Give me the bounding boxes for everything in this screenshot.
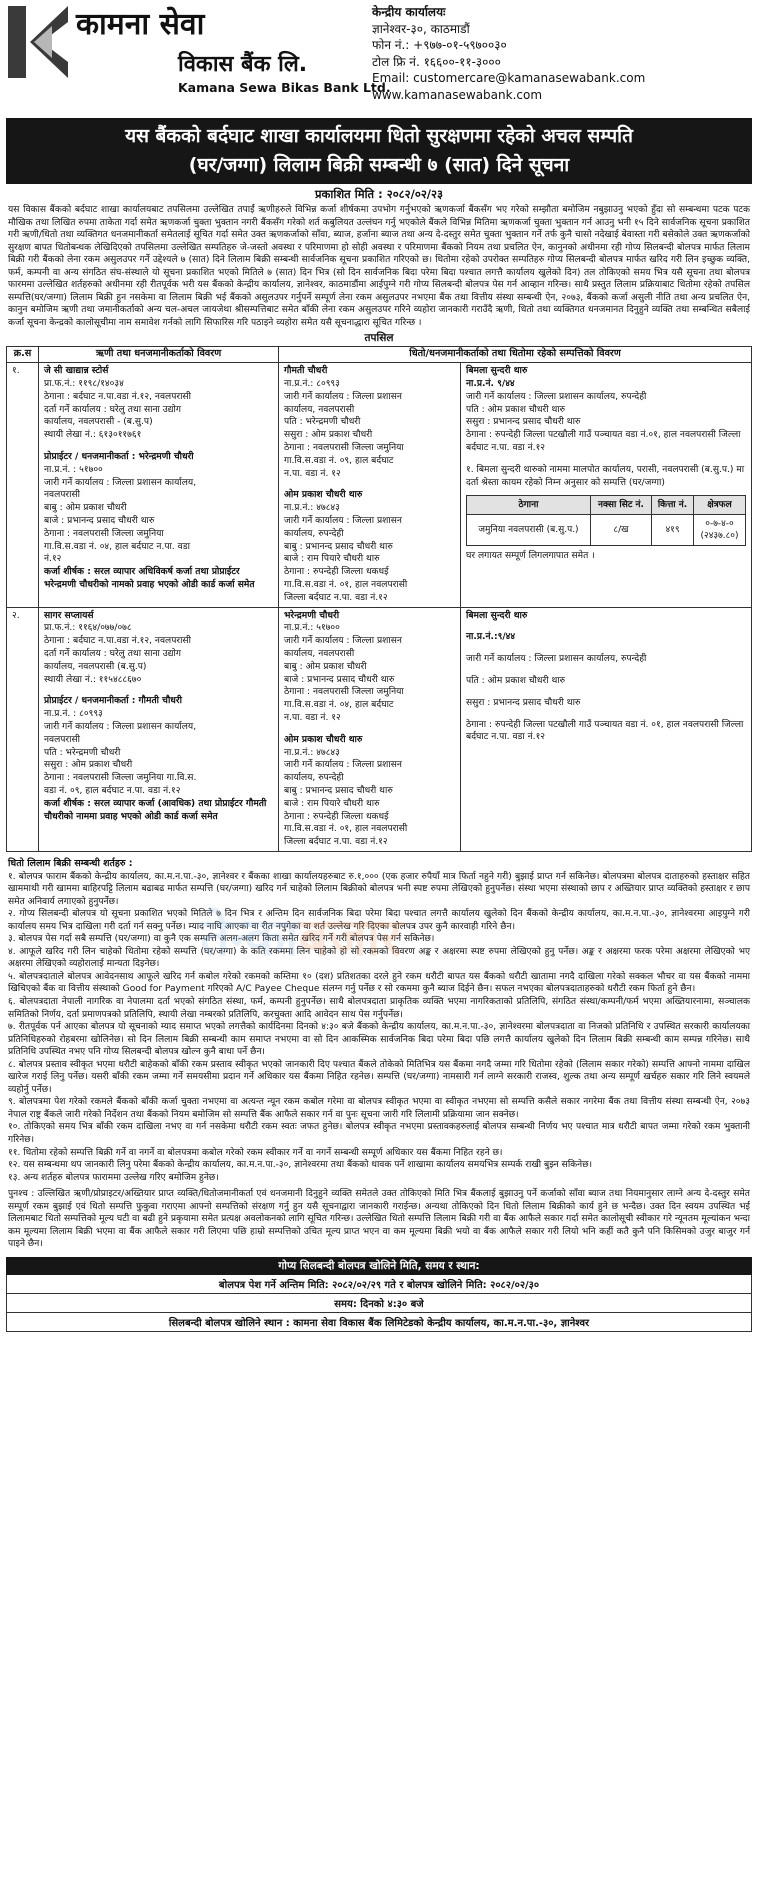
table-row bbox=[7, 363, 752, 607]
proprietor-citizenship: ना.प्र.नं. : ५१७०० bbox=[44, 464, 103, 475]
guarantor-issue-2: कार्यालय, नवलपरासी bbox=[284, 649, 355, 659]
owner-husband: पति : ओम प्रकाश चौधरी थारु bbox=[466, 404, 566, 415]
guarantor-cell bbox=[279, 607, 461, 851]
borrower-reg: दर्ता गर्ने कार्यालय : घरेलु तथा साना उद्योग bbox=[44, 649, 181, 659]
issue-office: जारी गर्ने कार्यालय : जिल्ला प्रशासन कार्यालय, bbox=[44, 477, 197, 488]
bank-header bbox=[0, 0, 758, 118]
proprietor: प्रोप्राईटर / धनजमानीकर्ता : गौमती चौधरी bbox=[44, 696, 182, 707]
list-item: ५. बोलपत्रदाताले बोलपत्र आवेदनसाथ आफूले खरिद गर्न कबोल गरेको रकमको कम्तिमा १० (दश) प्रतिशतका दरले हुने रकम धरौटी बापत यस बैंकको धरौटी खातामा नगदै दाखिला गरेको सक्कल भौचर वा यस बैंकको नाममा खिचिएको बैंक वा वित्तीय संस्थाको Good for Payment गरिएको A/C Payee Cheque संलग्न गर्नु पर्नेछ र सो रकममा कुनै ब्याज दिईने छैन। सफल नभएका बोलपत्रदाताहरुको धरौटी रकम फिर्ता हुने छैन। bbox=[8, 971, 750, 995]
father: बाबु : ओम प्रकाश चौधरी bbox=[44, 503, 127, 514]
bank-name-nepali: कामना सेवा bbox=[76, 7, 205, 42]
opening-heading: गोप्य सिलबन्दी बोलपत्र खोलिने मिति, समय र स्थान: bbox=[6, 1257, 752, 1275]
borrower-address: ठेगाना : बर्दघाट न.पा.वडा नं.१२, नवलपरासी bbox=[44, 636, 191, 647]
proprietor: प्रोप्राईटर / धनजमानीकर्ता : भरेन्द्रमणी चौधरी bbox=[44, 452, 194, 463]
guarantor-issue-2: कार्यालय, रुपन्देही bbox=[284, 528, 344, 539]
guarantor-issue: जारी गर्ने कार्यालय : जिल्ला प्रशासन bbox=[284, 636, 402, 647]
property-footnote: घर लगायत सम्पूर्ण लिगलगापात समेत । bbox=[466, 551, 595, 562]
row-sn: १. bbox=[7, 363, 39, 607]
owner-cell bbox=[461, 363, 752, 607]
list-item: ३. बोलपत्र पेस गर्दा सबै सम्पत्ति (घर/जग्गा) वा कुनै एक सम्पत्ति अलग-अलग किता समेत खरिद गर्ने गरी बोलपत्र पेस गर्न सकिनेछ। bbox=[8, 934, 435, 945]
owner-address: ठेगाना : रुपन्देही जिल्ला पटखौली गाउँ पञ्चायत वडा नं. ०१, हाल नवलपरासी जिल्ला बर्दघाट न.पा. वडा नं.१२ bbox=[466, 719, 744, 743]
guarantor-name: ओम प्रकाश चौधरी थारु bbox=[284, 734, 363, 745]
guarantor-address-3: जिल्ला बर्दघाट न.पा. वडा नं.१२ bbox=[284, 837, 388, 848]
husband: पति : भरेन्द्रमणी चौधरी bbox=[44, 747, 121, 758]
list-item: ४. आफूले खरिद गरी लिन चाहेको धितोमा रहेको सम्पत्ति (घर/जग्गा) के कति रकममा लिन चाहेको हो सो रकमको विवरण अङ्क र अक्षरमा स्पष्ट रुपमा लेखिएको हुनु पर्नेछ। अङ्क र अक्षरमा फरक परेमा अक्षरमा लेखिएको भए अक्षरमा लेखिएको व्यहोरालाई मान्यता दिइनेछ। bbox=[8, 946, 750, 970]
land-col-area: क्षेत्रफल bbox=[694, 496, 746, 515]
terms-section bbox=[8, 858, 750, 1251]
borrower-name: जे सी खाद्यान्न स्टोर्स bbox=[44, 366, 109, 377]
watermark-part-1: तेन्का bbox=[200, 908, 299, 968]
title-line-1: यस बैंकको बर्दघाट शाखा कार्यालयमा धितो सुरक्षणमा रहेको अचल सम्पति bbox=[125, 125, 633, 147]
guarantor-address-3: न.पा. वडा नं. १२ bbox=[284, 468, 341, 479]
borrower-account: स्थायी लेखा नं.: ६१३०११७६१ bbox=[44, 430, 142, 441]
owner-father-in-law: ससुरा : प्रभानन्द प्रसाद चौधरी थारु bbox=[466, 697, 581, 708]
guarantor-address-2: गा.वि.स.वडा नं. ०१, हाल नवलपरासी bbox=[284, 824, 408, 835]
guarantor-address-3: जिल्ला बर्दघाट न.पा. वडा नं.१२ bbox=[284, 592, 388, 603]
guarantor-address: ठेगाना : नवलपरासी जिल्ला जमुनिया bbox=[284, 687, 404, 698]
borrower-reg-2: कार्यालय, नवलपरासी (ब.सु.प) bbox=[44, 661, 147, 672]
grandfather: बाजे : प्रभानन्द प्रसाद चौधरी थारु bbox=[44, 516, 155, 527]
land-kitta: ४१९ bbox=[652, 515, 694, 546]
opening-dates: बोलपत्र पेश गर्ने अन्तिम मिति: २०८२/०२/२९ गते र बोलपत्र खोलिने मिति: २०८२/०२/३० bbox=[6, 1275, 752, 1294]
terms-list bbox=[8, 871, 750, 1185]
table-header-row bbox=[7, 347, 752, 363]
guarantor-grandfather: बाजे : प्रभानन्द प्रसाद चौधरी थारु bbox=[284, 674, 395, 685]
table-row bbox=[7, 607, 752, 851]
list-item: १३. अन्य शर्तहरु बोलपत्र फाराममा उल्लेख गरिए बमोजिम हुनेछ। bbox=[8, 1172, 219, 1183]
address: ठेगाना : नवलपरासी जिल्ला जमुनिया bbox=[44, 528, 164, 539]
borrower-reg-2: कार्यालय, नवलपरासी - (ब.सु.प) bbox=[44, 417, 153, 428]
address-2: वडा नं. ०९, हाल बर्दघाट न.पा. वडा नं.१२ bbox=[44, 785, 181, 796]
col-sn: क्र.स bbox=[7, 347, 39, 363]
publish-date: प्रकाशित मिति : २०८२/०२/२३ bbox=[315, 187, 443, 201]
guarantor-father: बाबु : प्रभानन्द प्रसाद चौधरी थारु bbox=[284, 541, 393, 552]
proprietor-citizenship: ना.प्र.नं. : ८०९९३ bbox=[44, 709, 103, 720]
owner-issue: जारी गर्ने कार्यालय : जिल्ला प्रशासन कार्यालय, रुपन्देही bbox=[466, 654, 647, 665]
guarantor-father-in-law: ससुरा : ओम प्रकाश चौधरी bbox=[284, 430, 373, 441]
contact-block bbox=[372, 4, 645, 103]
phone: फोन नं.: +९७७-०१-५९७००३० bbox=[372, 38, 507, 52]
list-item: १२. यस सम्बन्धमा थप जानकारी लिनु परेमा बैंकको केन्द्रीय कार्यालय, का.म.न.पा.-३०, ज्ञानेश्वरमा तथा बैंकको धावक पर्ने शाखामा कार्यालय समयभित्र सम्पर्क राखी बुझ्न सकिनेछ। bbox=[8, 1160, 593, 1171]
list-item: ९. बोलपत्रमा पेश गरेको रकमले बैंकको बाँकी कर्जा चुक्ता नभएमा वा अत्यन्त न्यून रकम कबोल गरेमा वा बोलपत्र स्वीकृत भएमा वा स्वीकृत नभएमा सो सम्पत्ति कसैले सकार नगरेमा बैंक तथा वित्तीय संस्था सम्बन्धी ऐन, २०७३ नेपाल राष्ट्र बैंकले जारी गरेको निर्देशन तथा बैंकको नियम बमोजिम सो सम्पत्ति बैंक आफैले सकार गर्न वा पुनः सूचना जारी गरि लिलामी प्रक्रियामा जान सक्नेछ। bbox=[8, 1097, 750, 1120]
guarantor-citizenship: ना.प्र.नं.: ८०९९३ bbox=[284, 379, 340, 390]
guarantor-issue-2: कार्यालय, रुपन्देही bbox=[284, 773, 344, 784]
guarantor-address: ठेगाना : रुपन्देही जिल्ला धकधई bbox=[284, 567, 389, 578]
borrower-account: स्थायी लेखा नं.: ११५४८८६७० bbox=[44, 674, 142, 685]
land-col-sheet: नक्सा सिट नं. bbox=[590, 496, 651, 515]
owner-citizenship: ना.प्र.नं. ९/४४ bbox=[466, 379, 515, 390]
guarantor-father: बाबु : प्रभानन्द प्रसाद चौधरी थारु bbox=[284, 785, 393, 796]
guarantor-address-2: गा.वि.स.वडा नं. ०४, हाल बर्दघाट bbox=[284, 700, 394, 711]
col-borrower: ऋणी तथा धनजमानीकर्ताको विवरण bbox=[39, 347, 279, 363]
guarantor-father: बाबु : ओम प्रकाश चौधरी bbox=[284, 661, 367, 672]
watermark-part-2: बजार bbox=[298, 908, 402, 968]
opening-details bbox=[6, 1257, 752, 1332]
opening-place: सिलबन्दी बोलपत्र खोलिने स्थान : कामना सेवा विकास बैंक लिमिटेडको केन्द्रीय कार्यालय, का.म.न.पा.-३०, ज्ञानेश्वर bbox=[6, 1313, 752, 1332]
guarantor-citizenship: ना.प्र.नं.: ५१७०० bbox=[284, 623, 340, 634]
land-col-kitta: कित्ता नं. bbox=[652, 496, 694, 515]
owner-husband: पति : ओम प्रकाश चौधरी थारु bbox=[466, 676, 566, 686]
email[interactable]: Email: customercare@kamanasewabank.com bbox=[372, 71, 646, 85]
borrower-name: सागर सप्लायर्स bbox=[44, 610, 94, 621]
borrower-cell bbox=[39, 607, 279, 851]
owner-issue: जारी गर्ने कार्यालय : जिल्ला प्रशासन कार्यालय, रुपन्देही bbox=[466, 391, 647, 402]
guarantor-issue-2: कार्यालय, नवलपरासी bbox=[284, 404, 355, 415]
owner-name: बिमला सुन्दरी थारु bbox=[466, 610, 528, 621]
guarantor-grandfather: बाजे : राम पियारे चौधरी थारु bbox=[284, 798, 380, 809]
guarantor-address: ठेगाना : नवलपरासी जिल्ला जमुनिया bbox=[284, 443, 404, 454]
guarantor-issue: जारी गर्ने कार्यालय : जिल्ला प्रशासन bbox=[284, 760, 402, 771]
postscript-note: पुनश्च : उल्लिखित ऋणी/प्रोप्राइटर/अख्तियार प्राप्त व्यक्ति/धितोजमानीकर्ता एवं धनजमानी दिनुहुने व्यक्ति समेतले उक्त तोकिएको मिति भित्र बैंकलाई बुझाउनु पर्ने कर्जाको साँवा ब्याज तथा नियमानुसार लाग्ने अन्य दे-दस्तुर समेत सम्पूर्ण रकम बुझाई एवं धितो सम्पत्ति फुकुवा गराएमा आफ्नो सम्पत्तिको संरक्षण गर्नु हुन यसै सूचनाद्वारा जानकारी गराईन्छ। अन्यथा तोकिएको दिन धितो लिलाम बिक्रीको कार्य हुने छ भन्दैछ। उक्त दिन स्वयम उपस्थित भई लिलामबाट धितो सम्पत्तिको मूल्य घटी वा बढी हुने प्रकृयामा समेत प्रत्यक्ष अवलोकनको लागि सूचित गरिन्छ। उल्लेखित धितो सम्पत्ति लिलाम बिक्री गरी वा बैंक आफैले सकार गर्दा समेत कालोसूची स्वीकार गरे न्यूनतम मूल्यांकन भन्दा कम मूल्यमा लिलाम बिक्री भएमा वा बैंक आफैले सकार गरी लिएमा पछि हाम्रो सम्पत्तिको उचित मूल्य प्राप्त भएन वा कम मूल्यमा बिक्री भयो वा बैंक आफैले सकार गरी लियो भनि कहीं कतै कुनै पनि किसिमको उजुर बाजुर गर्न पाइने छैन। bbox=[8, 1189, 750, 1250]
owner-father-in-law: ससुरा : प्रभानन्द प्रसाद चौधरी थारु bbox=[466, 417, 581, 428]
notice-title bbox=[6, 118, 752, 184]
website[interactable]: www.kamanasewabank.com bbox=[372, 87, 543, 102]
guarantor-name: गौमती चौधरी bbox=[284, 366, 328, 377]
toll-free: टोल फ्रि नं. १६६००-११-३००० bbox=[372, 54, 501, 69]
list-item: १. बोलपत्र फाराम बैंकको केन्द्रीय कार्यालय, का.म.न.पा.-३०, ज्ञानेश्वर र बैंकका शाखा कार्यालयहरुबाट रु.१,००० (एक हजार रुपैयाँ मात्र फिर्ता नहुने गरी) बुझाई प्राप्त गर्न सकिनेछ। बोलपत्रमा बोलपत्र दाताहरुको हस्ताक्षर सहित खाममाथी गरी खाममा बाहिरपट्टि लिलाम बढाबढ मार्फत सम्पत्ति (घर/जग्गा) खरिद गर्न चाहेको लिलाम बिक्रीको बोलपत्र भनी स्पष्ट रुपमा लेखिएको हुनुपर्नेछ। संस्था भएमा संस्थाको छाप र अख्तियार प्राप्त व्यक्तिको हस्ताक्षर र छाप समेत अनिवार्य लगाएको हुनुपर्नेछ। bbox=[8, 871, 750, 907]
guarantor-grandfather: बाजे : राम पियारे चौधरी थारु bbox=[284, 554, 380, 565]
land-sheet: ८/ख bbox=[590, 515, 651, 546]
address-3: नं.१२ bbox=[44, 554, 62, 565]
borrower-pan: प्रा.फ.नं.: ११९८/१४०३४ bbox=[44, 379, 124, 390]
guarantor-cell bbox=[279, 363, 461, 607]
guarantor-name: भरेन्द्रमणी चौधरी bbox=[284, 610, 340, 621]
guarantor-husband: पति : भरेन्द्रमणी चौधरी bbox=[284, 417, 361, 428]
bank-name-english: Kamana Sewa Bikas Bank Ltd. bbox=[178, 80, 391, 95]
guarantor-name: ओम प्रकाश चौधरी थारु bbox=[284, 490, 363, 501]
address-2: गा.वि.स.वडा नं. ०४, हाल बर्दघाट न.पा. वडा bbox=[44, 541, 190, 552]
father-in-law: ससुरा : ओम प्रकाश चौधरी bbox=[44, 760, 133, 771]
land-area bbox=[694, 515, 746, 546]
guarantor-issue: जारी गर्ने कार्यालय : जिल्ला प्रशासन bbox=[284, 516, 402, 527]
list-item: ६. बोलपत्रदाता नेपाली नागरिक वा नेपालमा दर्ता भएको संगठित संस्था, फर्म, कम्पनी हुनुपर्नेछ। साथै बोलपत्रदाता प्राकृतिक व्यक्ति भएमा नागरिकताको प्रतिलिपि, संगठित संस्था/कम्पनी/फर्म भएमा अख्तियारनामा, सञ्चालक समितिको निर्णय, दर्ता प्रमाणपत्रको प्रतिलिपि, स्थायी लेखा नम्बरको प्रतिलिपि, करचुक्ता आदि आवेदन साथ पेस गर्नुपर्नेछ। bbox=[8, 996, 750, 1020]
owner-cell bbox=[461, 607, 752, 851]
schedule-table bbox=[6, 346, 752, 851]
list-item: १०. तोकिएको समय भित्र बाँकी रकम दाखिला नभए वा गर्न नसकेमा धरौटी रकम स्वतः जफत हुनेछ। बोलपत्र स्वीकृत नभएमा प्रस्तावकहरुलाई बोलपत्र सम्बन्धी निर्णय भए पश्चात मात्र धरौटी बापत जम्मा गरेको रकम भुक्तानी गरिनेछ। bbox=[8, 1122, 750, 1145]
land-area-sqm: (२४३७.८०) bbox=[700, 531, 739, 542]
owner-address: ठेगाना : रुपन्देही जिल्ला पटखौली गाउँ पञ्चायत वडा नं.०१, हाल नवलपरासी जिल्ला बर्दघाट न.पा. वडा नं.१२ bbox=[466, 430, 741, 454]
list-item: २. गोप्य सिलबन्दी बोलपत्र यो सूचना प्रकाशित भएको मितिले ७ दिन भित्र र अन्तिम दिन सार्वजनिक बिदा परेमा बिदा पश्चात लगत्तै कार्यालय खुलेको दिन बैंकको केन्द्रीय कार्यालय, का.म.न.पा.-३०, ज्ञानेश्वरमा आइपुग्ने गरी कार्यालय समय भित्र दाखिला गरी दर्ता गर्न सक्नु पर्नेछ। म्याद नाघि आएका वा रीत नपुगेका वा शर्त उल्लेख गरि दिएका बोलपत्र उपर कुनै कारवाही गरिने छैन। bbox=[8, 909, 750, 932]
bank-logo-icon bbox=[8, 6, 68, 78]
opening-time: समय: दिनको ४:३० बजे bbox=[6, 1294, 752, 1313]
issue-office-2: नवलपरासी bbox=[44, 490, 81, 501]
list-item: ११. धितोमा रहेको सम्पत्ति बिक्री गर्ने वा नगर्ने वा बोलपत्रमा कबोल गरेको रकम स्वीकार गर्ने वा नगर्ने सम्बन्धी सम्पूर्ण अधिकार यस बैंकमा निहित रहने छ। bbox=[8, 1147, 503, 1158]
guarantor-citizenship: ना.प्र.नं.: ४७८४३ bbox=[284, 503, 340, 514]
land-col-address: ठेगाना bbox=[467, 496, 591, 515]
land-table bbox=[466, 495, 746, 546]
owner-citizenship: ना.प्र.नं.:९/४४ bbox=[466, 632, 516, 643]
land-area-ropani: ०-७-४-० bbox=[705, 519, 734, 530]
bank-name-nepali-line2: विकास बैंक लि. bbox=[178, 52, 308, 77]
borrower-address: ठेगाना : बर्दघाट न.पा.वडा नं.१२, नवलपरासी bbox=[44, 391, 191, 402]
list-item: ८. बोलपत्र प्रस्ताव स्वीकृत भएमा धरौटी बाहेकको बाँकी रकम प्रस्ताव स्वीकृत भएको जानकारी दिए पश्चात बैंकले तोकेको मितिभित्र यस बैंकमा नगदै जम्मा गरि धितोमा रहेको (लिलाम सकार गरेको) सम्पत्ति आफ्नो नाममा दाखिल खारेज गराई लिनु पर्नेछ। यसरी बाँकी रकम जम्मा गर्ने समयसीमा प्रदान गर्ने अधिकार यस बैंकमा निहित रहनेछ। सम्पत्ति (घर/जग्गा) नामसारी गर्न लाग्ने सरकारी राजस्व, शुल्क तथा अन्य सम्पूर्ण खर्चहरु सकार गरि लिने स्वयमले व्यहोर्नु पर्नेछ। bbox=[8, 1059, 750, 1095]
address: ठेगाना : नवलपरासी जिल्ला जमुनिया गा.वि.स. bbox=[44, 773, 197, 784]
guarantor-address-2: गा.वि.स.वडा नं. ०१, हाल नवलपरासी bbox=[284, 580, 408, 591]
owner-name: बिमला सुन्दरी थारु bbox=[466, 366, 528, 377]
loan-title: कर्जा शीर्षक : सरल व्यापार कर्जा (आवधिक) तथा प्रोप्राईटर गौमती चौधरीको नाममा प्रवाह भएको ओडी कार्ड कर्जा समेत bbox=[44, 798, 267, 822]
terms-heading: धितो लिलाम बिक्री सम्बन्धी शर्तहरु : bbox=[8, 857, 133, 869]
guarantor-citizenship: ना.प्र.नं.: ४७८४३ bbox=[284, 747, 340, 758]
guarantor-address: ठेगाना : रुपन्देही जिल्ला धकधई bbox=[284, 811, 389, 822]
guarantor-issue: जारी गर्ने कार्यालय : जिल्ला प्रशासन bbox=[284, 391, 402, 402]
title-line-2: (घर/जग्गा) लिलाम बिक्री सम्बन्धी ७ (सात) दिने सूचना bbox=[188, 154, 570, 176]
borrower-pan: प्रा.फ.नं.: ११६४/०७७/०७८ bbox=[44, 623, 132, 634]
issue-office-2: नवलपरासी bbox=[44, 734, 81, 745]
guarantor-address-2: गा.वि.स.वडा नं. ०९, हाल बर्दघाट bbox=[284, 455, 394, 466]
borrower-reg: दर्ता गर्ने कार्यालय : घरेलु तथा साना उद्योग bbox=[44, 404, 181, 415]
schedule-heading: तपसिल bbox=[364, 332, 394, 345]
guarantor-address-3: न.पा. वडा नं. १२ bbox=[284, 712, 341, 723]
row-sn: २. bbox=[7, 607, 39, 851]
issue-office: जारी गर्ने कार्यालय : जिल्ला प्रशासन कार्यालय, bbox=[44, 721, 197, 732]
borrower-cell bbox=[39, 363, 279, 607]
property-note: १. बिमला सुन्दरी थारुको नाममा मालपोत कार्यालय, परासी, नवलपरासी (ब.सु.प.) मा दर्ता श्रेस्ता कायम रहेको निम्न अनुसार को सम्पत्ति (घर/जग्गा) bbox=[466, 464, 745, 488]
loan-title: कर्जा शीर्षक : सरल व्यापार अधिविकर्ष कर्जा तथा प्रोप्राईटर भरेन्द्रमणी चौधरीको नामको प्रवाह भएको ओडी कार्ड कर्जा समेत bbox=[44, 567, 255, 591]
list-item: ७. रीतपूर्वक पर्न आएका बोलपत्र यो सूचनाको म्याद समाप्त भएको लगत्तैको कार्यदिनमा दिनको ४:३० बजे बैंकको केन्द्रीय कार्यालय, का.म.न.पा.-३०, ज्ञानेश्वरमा बोलपत्रदाता वा निजको प्रतिनिधि र उपस्थित सरकारी कार्यालयका प्रतिनिधिहरुको रोहबरमा खोलिनेछ। सो दिन लिलाम बिक्री सम्बन्धी काम समाप्त नभएमा वा सो दिन आकस्मिक सार्वजनिक बिदा परेमा बिदा पछि लगत्तै कार्यालय खुलेको दिन लिलाम बिक्री सम्बन्धी काम सम्पन्न गरिनेछ। साथै प्रतिनिधि उपस्थित नभए पनि गोप्य सिलबन्दी बोलपत्र खोल्न कुनै बाधा पर्ने छैन। bbox=[8, 1022, 750, 1058]
intro-paragraph: यस विकास बैंकको बर्दघाट शाखा कार्यालयबाट तपसिलमा उल्लेखित तपाईं ऋणीहरुले विभिन्न कर्जा शीर्षकमा उपभोग गर्नुभएको ऋणकर्जा बैंकसँग भए गरेको सम्झौता बमोजिम नबुझाउनु भएको हुँदा सो सम्बन्धमा पटक पटक मौखिक तथा लिखित रुपमा ताकेता गर्दा समेत ऋणकर्जा चुक्ता भुक्तान नगरी बैंकसँग गरेको शर्त कबुलियत उल्लंघन गर्नु भएकोले बैंकले विभिन्न मितिमा ऋणकर्जा चुक्ता भुक्तान गर्न आउनु भनी १५ दिने सार्वजनिक सूचना प्रकाशित गरी ऋणी/धितो तथा व्यक्तिगत धनजमानीकर्ता समेतलाई सूचित गर्दा समेत उक्त ऋणकर्जाको साँवा, ब्याज, हर्जाना ब्याज तथा अन्य दे-दस्तुर समेत चुक्ता भुक्तान गर्ने तर्फ कुनै चासो नदेखाई बेवास्ता गरी बसेकोले उक्त ऋणकर्जाको सुरक्षण बापत धितोबन्धक लेखिदिएको तपसिलमा उल्लेखित सम्पतिहरु जे-जस्तो अवस्था र परिमाणमा हो सोही अवस्था र परिमाणमा बैंकको नियम तथा प्रचलित ऐन, कानुनको अधीनमा रही गोप्य सिलबन्दी बोलपत्र मार्फत लिलाम बिक्री गरी बैंकको लेना रकम असुलउपर गर्ने उद्देश्यले ७ (सात) दिने लिलाम बिक्री सम्बन्धी सार्वजनिक सूचना प्रकाशित गरिएको छ। धितोमा रहेको उपरोक्त सम्पतिहरु गोप्य सिलबन्दी बोलपत्र मार्फत खरिद गरी लिन इच्छुक व्यक्ति, फर्म, कम्पनी वा अन्य संगठित संघ-संस्थाले यो सूचना प्रकाशित भएको मितिले ७ (सात) दिन भित्र (सो दिन सार्वजनिक बिदा परेमा बिदा पश्चात लगत्तै कार्यालय खुलेको दिन) तल तोकिएको समय भित्र यसै सूचना तथा बोलपत्र फारममा उल्लेखित शर्तहरुको अधीनमा रही रीतपूर्वक भरी यस बैंकको केन्द्रीय कार्यालय, ज्ञानेश्वर, काठमाडौंमा आईपुग्ने गरी गोप्य सिलबन्दी बोलपत्र पेस गर्न आव्हान गरिन्छ। साथै प्रस्तुत लिलाम प्रक्रियाबाट धितोमा रहेको तपसिल सम्पत्ति(घर/जग्गा) लिलाम बिक्री हुन नसकेमा वा लिलाम बिक्री भई बैंकको असुलउपर गर्नुपर्ने सम्पूर्ण लेना रकम असुलउपर नभएमा बैंक तथा वित्तीय संस्था सम्बन्धी ऐन, २०७३, बैंकको कर्जा असुली नीति तथा अन्य प्रचलित ऐन, कानुन बमोजिम ऋणी तथा जमानीकर्ताको अन्य चल-अचल जायजेथा श्रीसम्पत्तिबाट समेत बाँकी लेना रकम असुलउपर गरिने व्यहोरा जानकारी गराउँदै ऋणी, धितो तथा व्यक्तिगत धनजमानत दिनुहुने व्यक्ति तथा सम्बन्धित सबैलाई कर्जा सूचना केन्द्रको कालोसूचीमा नाम समावेश गर्नको लागि सिफारिस गरि पठाइने व्यहोरा समेत यसै सूचनाद्धारा सूचित गरिन्छ । bbox=[8, 205, 751, 328]
land-address: जमुनिया नवलपरासी (ब.सु.प.) bbox=[467, 515, 591, 546]
col-collateral: धितो/धनजमानीकर्ताको तथा धितोमा रहेको सम्पत्तिको विवरण bbox=[279, 347, 752, 363]
office-address: ज्ञानेश्वर-३०, काठमाडौं bbox=[372, 21, 470, 36]
office-label: केन्द्रीय कार्यालयः bbox=[372, 5, 446, 19]
table-row bbox=[467, 515, 746, 546]
